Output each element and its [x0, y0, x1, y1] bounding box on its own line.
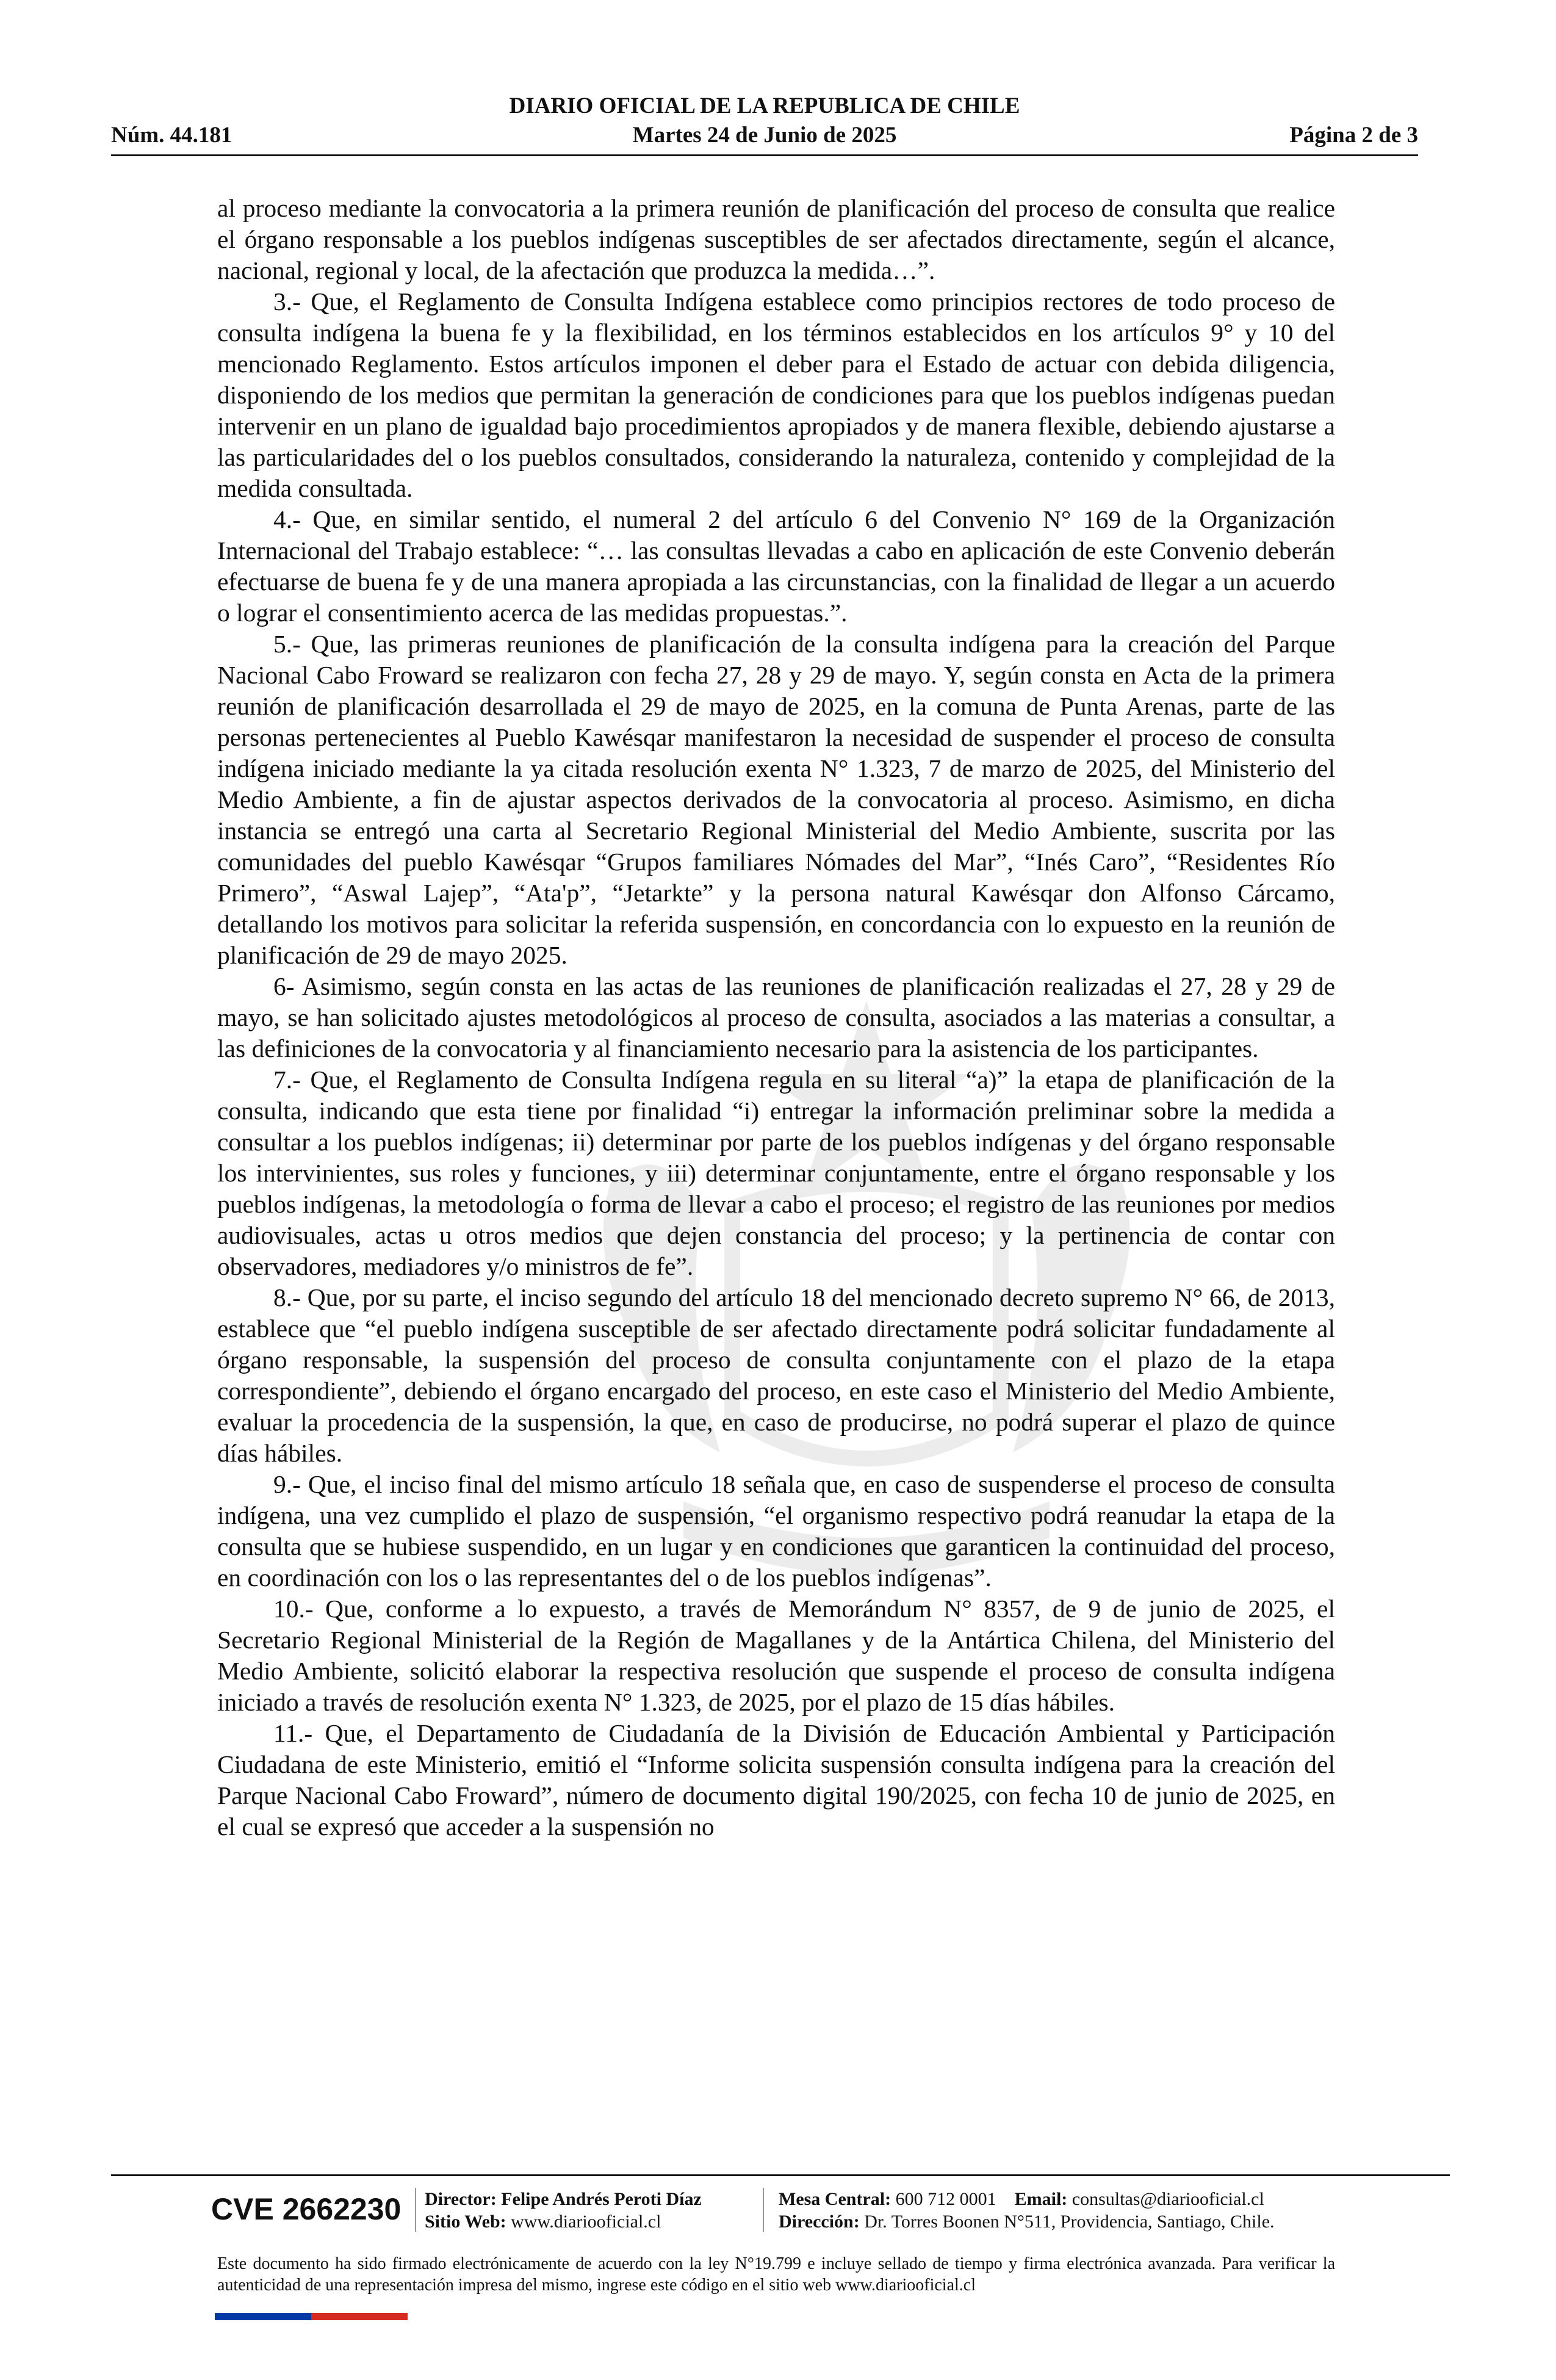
mesa-phone: 600 712 0001: [895, 2189, 996, 2209]
publication-title: DIARIO OFICIAL DE LA REPUBLICA DE CHILE: [509, 93, 1020, 118]
issue-date: Martes 24 de Junio de 2025: [632, 123, 897, 148]
paragraph-7: 7.- Que, el Reglamento de Consulta Indígena regula en su literal “a)” la etapa de planificación de la consulta, indicando que esta tiene por finalidad “i) entregar la información preliminar sobre la medida a consultar a los pueblos indígenas; ii) determinar por parte de los pueblos indígenas y del órgano responsable los intervinientes, sus roles y funciones, y iii) determinar conjuntamente, entre el órgano responsable y los pueblos indígenas, la metodología o forma de llevar a cabo el proceso; el registro de las reuniones por medios audiovisuales, actas u otros medios que dejen constancia del proceso; y la pertinencia de contar con observadores, mediadores y/o ministros de fe”.: [217, 1066, 1335, 1280]
paragraph-6: 6- Asimismo, según consta en las actas de las reuniones de planificación realizadas el 27, 28 y 29 de mayo, se han solicitado ajustes metodológicos al proceso de consulta, asociados a las materias a consultar, a las definiciones de la convocatoria y al financiamiento necesario para la asistencia de los participantes.: [217, 972, 1335, 1062]
footer-divider: [111, 2174, 1450, 2176]
document-body: [217, 193, 1335, 1842]
director-name: Felipe Andrés Peroti Díaz: [501, 2189, 702, 2209]
paragraph-continuation: al proceso mediante la convocatoria a la primera reunión de planificación del proceso de consulta que realice el órgano responsable a los pueblos indígenas susceptibles de ser afectados directamente, según el alcance, nacional, regional y local, de la afectación que produzca la medida…”.: [217, 194, 1335, 284]
header-divider: [111, 154, 1418, 156]
director-block: [425, 2188, 702, 2233]
footer-info: [211, 2188, 1371, 2237]
paragraph-10: 10.- Que, conforme a lo expuesto, a través de Memorándum N° 8357, de 9 de junio de 2025, el Secretario Regional Ministerial de la Región de Magallanes y de la Antártica Chilena, del Ministerio del Medio Ambiente, solicitó elaborar la respectiva resolución que suspende el proceso de consulta indígena iniciado a través de resolución exenta N° 1.323, de 2025, por el plazo de 15 días hábiles.: [217, 1595, 1335, 1716]
page-number: Página 2 de 3: [1289, 123, 1418, 148]
email-link[interactable]: consultas@diariooficial.cl: [1072, 2189, 1264, 2209]
paragraph-11: 11.- Que, el Departamento de Ciudadanía de la División de Educación Ambiental y Participación Ciudadana de este Ministerio, emitió el “Informe solicita suspensión consulta indígena para la creación del Parque Nacional Cabo Froward”, número de documento digital 190/2025, con fecha 10 de junio de 2025, en el cual se expresó que acceder a la suspensión no: [217, 1719, 1335, 1841]
chile-flag-stripe: [215, 2313, 408, 2320]
mesa-label: Mesa Central:: [779, 2189, 891, 2209]
page-header: [111, 93, 1418, 154]
footer-separator: [415, 2188, 416, 2232]
legal-notice: Este documento ha sido firmado electrónicamente de acuerdo con la ley N°19.799 e incluye sellado de tiempo y firma electrónica avanzada. Para verificar la autenticidad de una representación impresa del mismo, ingrese este código en el sitio web www.diariooficial.cl: [217, 2254, 1335, 2295]
paragraph-5: 5.- Que, las primeras reuniones de planificación de la consulta indígena para la creación del Parque Nacional Cabo Froward se realizaron con fecha 27, 28 y 29 de mayo. Y, según consta en Acta de la primera reunión de planificación desarrollada el 29 de mayo de 2025, en la comuna de Punta Arenas, parte de las personas pertenecientes al Pueblo Kawésqar manifestaron la necesidad de suspender el proceso de consulta indígena iniciado mediante la ya citada resolución exenta N° 1.323, 7 de marzo de 2025, del Ministerio del Medio Ambiente, a fin de ajustar aspectos derivados de la convocatoria al proceso. Asimismo, en dicha instancia se entregó una carta al Secretario Regional Ministerial del Medio Ambiente, suscrita por las comunidades del pueblo Kawésqar “Grupos familiares Nómades del Mar”, “Inés Caro”, “Residentes Río Primero”, “Aswal Lajep”, “Ata'p”, “Jetarkte” y la persona natural Kawésqar don Alfonso Cárcamo, detallando los motivos para solicitar la referida suspensión, en concordancia con lo expuesto en la reunión de planificación de 29 de mayo 2025.: [217, 630, 1335, 969]
address-label: Dirección:: [779, 2212, 860, 2232]
email-label: Email:: [1014, 2189, 1068, 2209]
issue-number: Núm. 44.181: [111, 123, 232, 148]
contact-block: [779, 2188, 1275, 2233]
address-text: Dr. Torres Boonen N°511, Providencia, Santiago, Chile.: [864, 2212, 1275, 2232]
flag-blue-segment: [215, 2313, 311, 2320]
paragraph-4: 4.- Que, en similar sentido, el numeral 2 del artículo 6 del Convenio N° 169 de la Organización Internacional del Trabajo establece: “… las consultas llevadas a cabo en aplicación de este Convenio deberán efectuarse de buena fe y de una manera apropiada a las circunstancias, con la finalidad de llegar a un acuerdo o lograr el consentimiento acerca de las medidas propuestas.”.: [217, 505, 1335, 627]
paragraph-9: 9.- Que, el inciso final del mismo artículo 18 señala que, en caso de suspenderse el proceso de consulta indígena, una vez cumplido el plazo de suspensión, “el organismo respectivo podrá reanudar la etapa de la consulta que se hubiese suspendido, en un lugar y en condiciones que garanticen la continuidad del proceso, en coordinación con los o las representantes del o de los pueblos indígenas”.: [217, 1470, 1335, 1592]
flag-red-segment: [311, 2313, 408, 2320]
footer-separator: [763, 2188, 764, 2232]
site-link[interactable]: www.diariooficial.cl: [511, 2212, 661, 2232]
paragraph-8: 8.- Que, por su parte, el inciso segundo del artículo 18 del mencionado decreto supremo N° 66, de 2013, establece que “el pueblo indígena susceptible de ser afectado directamente podrá solicitar fundadamente al órgano responsable, la suspensión del proceso de consulta conjuntamente con el plazo de la etapa correspondiente”, debiendo el órgano encargado del proceso, en este caso el Ministerio del Medio Ambiente, evaluar la procedencia de la suspensión, la que, en caso de producirse, no podrá superar el plazo de quince días hábiles.: [217, 1283, 1335, 1467]
site-label: Sitio Web:: [425, 2212, 506, 2232]
director-label: Director:: [425, 2189, 497, 2209]
cve-code: CVE 2662230: [211, 2192, 402, 2226]
paragraph-3: 3.- Que, el Reglamento de Consulta Indígena establece como principios rectores de todo proceso de consulta indígena la buena fe y la flexibilidad, en los términos establecidos en los artículos 9° y 10 del mencionado Reglamento. Estos artículos imponen el deber para el Estado de actuar con debida diligencia, disponiendo de los medios que permitan la generación de condiciones para que los pueblos indígenas puedan intervenir en un plano de igualdad bajo procedimientos apropiados y de manera flexible, debiendo ajustarse a las particularidades del o los pueblos consultados, considerando la naturaleza, contenido y complejidad de la medida consultada.: [217, 287, 1335, 502]
